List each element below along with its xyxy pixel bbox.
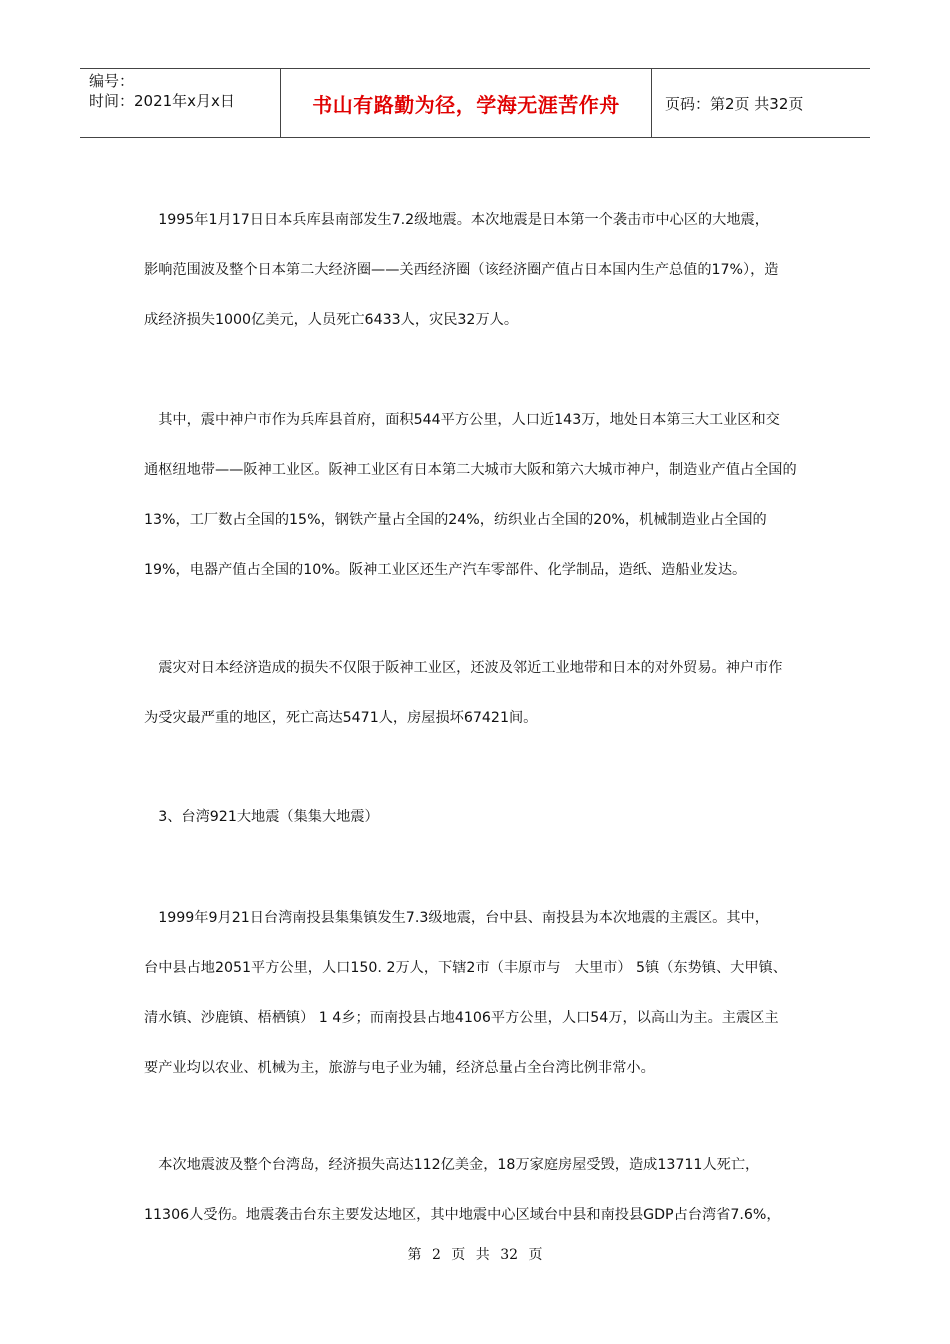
text-line: 1995年1月17日日本兵库县南部发生7.2级地震。本次地震是日本第一个袭击市中心区的大地震， <box>144 212 769 228</box>
paragraph-chichi-earthquake <box>144 893 814 1093</box>
text-line: 清水镇、沙鹿镇、梧栖镇） 1 4乡；而南投县占地4106平方公里，人口54万，以高山为主。主震区主 <box>144 1010 779 1026</box>
text-line: 通枢纽地带——阪神工业区。阪神工业区有日本第二大城市大阪和第六大城市神户，制造业产值占全国的 <box>144 462 797 478</box>
document-date-label: 时间：2021年x月x日 <box>89 92 235 110</box>
text-line: 为受灾最严重的地区，死亡高达5471人，房屋损坏67421间。 <box>144 710 538 726</box>
paragraph-hanshin-industrial <box>144 395 814 595</box>
text-line: 本次地震波及整个台湾岛，经济损失高达112亿美金，18万家庭房屋受毁，造成13711人死亡， <box>144 1157 760 1173</box>
text-line: 其中，震中神户市作为兵库县首府，面积544平方公里，人口近143万，地处日本第三大工业区和交 <box>144 412 780 428</box>
text-line: 成经济损失1000亿美元，人员死亡6433人，灾民32万人。 <box>144 312 519 328</box>
text-line: 11306人受伤。地震袭击台东主要发达地区，其中地震中心区域台中县和南投县GDP占台湾省7.6%， <box>144 1207 781 1223</box>
header-page-label: 页码：第2页 共32页 <box>665 94 804 113</box>
header-motto: 书山有路勤为径，学海无涯苦作舟 <box>280 69 652 137</box>
paragraph-taiwan-loss <box>144 1140 814 1240</box>
document-number-label: 编号： <box>89 72 135 90</box>
text-line: 13%，工厂数占全国的15%，钢铁产量占全国的24%，纺织业占全国的20%，机械制造业占全国的 <box>144 512 767 528</box>
paragraph-kobe-earthquake <box>144 195 814 345</box>
text-line: 影响范围波及整个日本第二大经济圈——关西经济圈（该经济圈产值占日本国内生产总值的17%），造 <box>144 262 779 278</box>
text-line: 1999年9月21日台湾南投县集集镇发生7.3级地震，台中县、南投县为本次地震的主震区。其中， <box>144 910 769 926</box>
text-line: 台中县占地2051平方公里，人口150. 2万人，下辖2市（丰原市与 大里市） 5镇（东势镇、大甲镇、 <box>144 960 787 976</box>
page-header <box>80 68 870 138</box>
section-heading-taiwan-921 <box>144 792 814 842</box>
text-line: 19%，电器产值占全国的10%。阪神工业区还生产汽车零部件、化学制品，造纸、造船业发达。 <box>144 562 747 578</box>
header-left-cell <box>80 69 280 137</box>
page-footer: 第 2 页 共 32 页 <box>407 1247 543 1263</box>
heading-line: 3、台湾921大地震（集集大地震） <box>144 809 379 825</box>
text-line: 震灾对日本经济造成的损失不仅限于阪神工业区，还波及邻近工业地带和日本的对外贸易。神户市作 <box>144 660 783 676</box>
paragraph-economic-loss <box>144 643 814 743</box>
text-line: 要产业均以农业、机械为主，旅游与电子业为辅，经济总量占全台湾比例非常小。 <box>144 1060 655 1076</box>
